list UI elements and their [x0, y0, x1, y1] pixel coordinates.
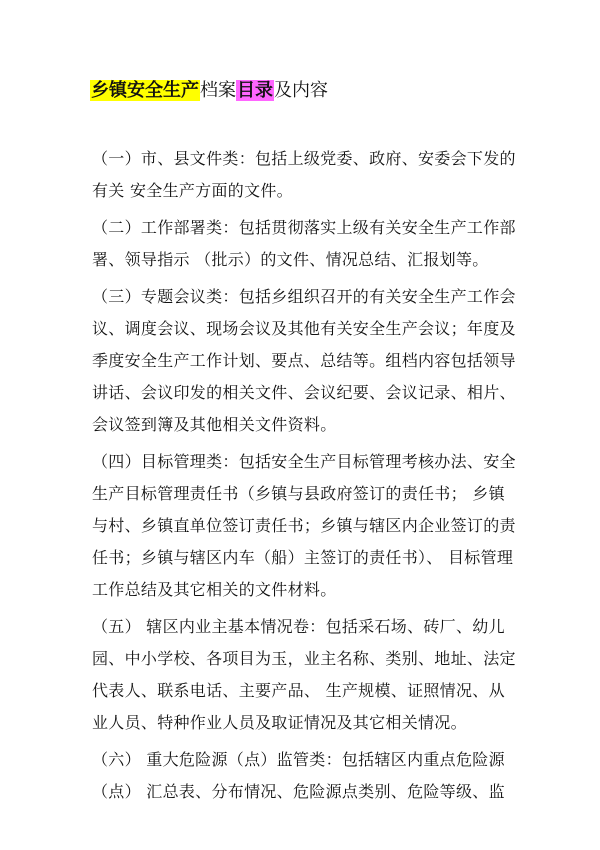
text-line: 业人员、特种作业人员及取证情况及其它相关情况。 [92, 713, 467, 732]
section-3 [92, 281, 522, 441]
document-body [92, 143, 522, 808]
text-line: 季度安全生产工作计划、要点、总结等。组档内容包括领导 [92, 351, 516, 370]
text-line: 生产目标管理责任书（乡镇与县政府签订的责任书； 乡镇 [92, 484, 505, 503]
title-highlight-magenta: 目录 [237, 80, 273, 101]
section-5 [92, 611, 522, 739]
text-line: 工作总结及其它相关的文件材料。 [92, 580, 337, 599]
section-4 [92, 446, 522, 606]
document-title [90, 79, 328, 103]
text-line: （三）专题会议类：包括乡组织召开的有关安全生产工作会 [92, 287, 516, 306]
title-highlight-yellow: 乡镇安全生产 [91, 80, 199, 101]
text-line: 讲话、会议印发的相关文件、会议纪要、会议记录、相片、 [92, 383, 516, 402]
section-6 [92, 744, 522, 808]
text-line: 与村、乡镇直单位签订责任书；乡镇与辖区内企业签订的责 [92, 516, 516, 535]
text-line: （五） 辖区内业主基本情况卷：包括采石场、砖厂、幼儿 [92, 617, 505, 636]
text-line: 议、调度会议、现场会议及其他有关安全生产会议；年度及 [92, 319, 516, 338]
section-2 [92, 212, 522, 276]
text-line: （四）目标管理类：包括安全生产目标管理考核办法、安全 [92, 452, 516, 471]
title-text-suffix: 及内容 [274, 80, 328, 101]
text-line: （点） 汇总表、分布情况、危险源点类别、危险等级、监 [92, 782, 505, 801]
text-line: （六） 重大危险源（点）监管类：包括辖区内重点危险源 [92, 750, 505, 769]
text-line: （二）工作部署类：包括贯彻落实上级有关安全生产工作部 [92, 218, 516, 237]
title-text: 档案 [200, 80, 236, 101]
text-line: 园、中小学校、各项目为玉，业主名称、类别、地址、法定 [92, 649, 516, 668]
section-1 [92, 143, 522, 207]
text-line: 会议签到簿及其他相关文件资料。 [92, 415, 337, 434]
text-line: 有关 安全生产方面的文件。 [92, 181, 293, 200]
text-line: 代表人、联系电话、主要产品、 生产规模、证照情况、从 [92, 681, 505, 700]
text-line: （一）市、县文件类：包括上级党委、政府、安委会下发的 [92, 149, 516, 168]
text-line: 任书；乡镇与辖区内车（船）主签订的责任书）、 目标管理 [92, 548, 514, 567]
text-line: 署、领导指示 （批示）的文件、情况总结、汇报划等。 [92, 250, 489, 269]
